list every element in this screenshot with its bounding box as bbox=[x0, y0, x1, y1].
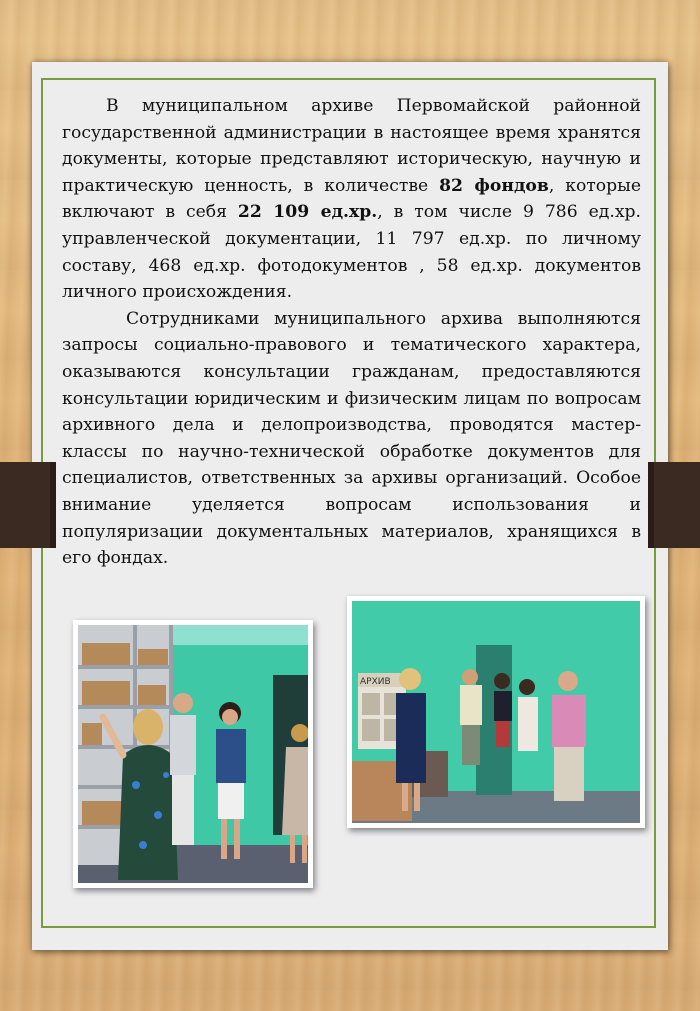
paragraph-archive-holdings bbox=[62, 93, 641, 306]
bold-units-count: 22 109 ед.хр. bbox=[237, 202, 378, 223]
right-ribbon-band bbox=[648, 462, 700, 548]
body-text bbox=[62, 93, 641, 572]
text-run: , которые включают в себя bbox=[62, 175, 642, 223]
archive-sign-text: АРХИВ bbox=[360, 677, 391, 687]
photo-archive-visit bbox=[347, 596, 645, 828]
photo-storage-room-image bbox=[78, 625, 308, 883]
photo-archive-visit-image bbox=[352, 601, 640, 823]
text-run: В муниципальном архиве Первомайской районной государственной администрации в настоящее время хранятся документы, которые представляют историческую, научную и практическую ценность, в количестве bbox=[62, 96, 641, 196]
bold-fonds-count: 82 фондов bbox=[439, 175, 549, 196]
paragraph-archive-activities: Сотрудниками муниципального архива выполняются запросы социально-правового и тематического характера, оказываются консультации гражданам, предоставляются консультации юридическим и физическим лицам по вопросам архивного дела и делопроизводства, проводятся мастер-классы по научно-технической обработке документов для специалистов, ответственных за архивы организаций. Особое внимание уделяется вопросам использования и популяризации документальных материалов, хранящихся в его фондах. bbox=[62, 308, 641, 569]
text-run: , в том числе 9 786 ед.хр. управленческой документации, 11 797 ед.хр. по личному составу, 468 ед.хр. фотодокументов , 58 ед.хр. документов личного происхождения. bbox=[62, 202, 641, 303]
photo-storage-room bbox=[73, 620, 313, 888]
left-ribbon-band bbox=[0, 462, 56, 548]
